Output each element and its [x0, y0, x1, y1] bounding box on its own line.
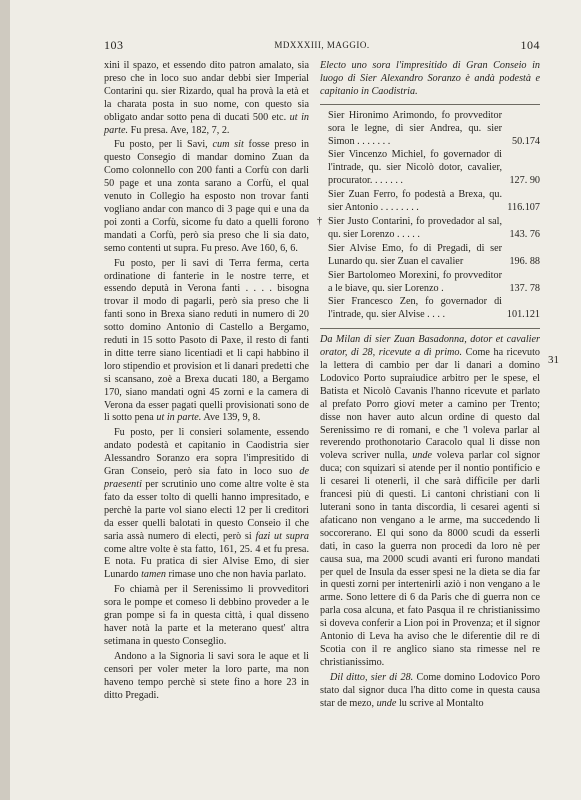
running-title: MDXXXIII, MAGGIO. — [274, 40, 370, 50]
scrutinio-row: † Sier Justo Contarini, fo provedador al sal, qu. sier Lorenzo . . . . . 143. 76 — [317, 215, 540, 240]
letter-heading: Da Milan di sier Zuan Basadonna, dotor et cavalier orator, di 28, ricevute a dì primo. — [320, 334, 540, 359]
paragraph: Fu posto, per li savi di Terra ferma, certa ordinatione di fanterie in le nostre terre, et essendo deputà in Verona fanti . . . . bisogna trovar il modo di pagarli, però sia preso che li fanti sono in Brexa siano reduti in numero di 20 sotto domino Antonio di Castello a Bergamo, reduti in 15 sotto Pasoto di Paxe, il resto di fanti in ditte terre siano licentiadi et li capi habbino il loro stipendio et provision et li danari predetti che si scansano, zoè a Brexa ducati 180, a Bergamo 170, siano mandati ogni 45 zorni e la camera di Verona da esser pagati quelli provisionati sono de li sotto pena ut in parte. Ave 139, 9, 8. — [104, 257, 309, 424]
vote-count: 143. 76 — [509, 228, 540, 240]
left-page-number: 103 — [104, 38, 124, 52]
left-column — [104, 60, 309, 704]
scrutinio-row: Sier Hironimo Arimondo, fo provveditor sora le legne, di sier Andrea, qu. sier Simon . . . . . . . 50.174 — [328, 109, 540, 147]
scrutinio-row: Sier Francesco Zen, fo governador di l'intrade, qu. sier Alvise . . . . 101.121 — [328, 296, 540, 321]
scrutinio-list — [317, 109, 540, 323]
vote-count: 50.174 — [511, 135, 540, 147]
running-header — [104, 38, 540, 54]
vote-count: 196. 88 — [509, 255, 540, 267]
margin-note-number: 31 — [548, 354, 559, 366]
paragraph: Andono a la Signoria li savi sora le aque et li censori per voler meter la loro parte, ma non haveno tempo perchè si stete fino a hore 23 in ditto Pregadi. — [104, 650, 309, 701]
paragraph: Fu posto, per li Savi, cum sit fosse preso in questo Consegio di mandar domino Zuan da Como colonnello con 200 fanti a Corfù con darli 50 page et una zonta sarano a Corfù, el qual venuto in Collegio ha esposto non trovar fanti vogliano andar con manco di 3 page qui e una da poi zonti a Corfù, sicome fu dato a quelli forono mandati a Corfù, però sia preso che li sia dato, semo contenti ut supra. Fu preso. Ave 160, 6, 6. — [104, 139, 309, 254]
letter-heading: Dil ditto, sier di 28. — [330, 671, 414, 683]
letter-paragraph: Dil ditto, sier di 28. Come domino Lodovico Poro stato dal signor duca l'ha ditto come in questa causa star de mezo, unde lu scrive al Montalto — [320, 671, 540, 709]
scrutinio-row: Sier Zuan Ferro, fo podestà a Brexa, qu. sier Antonio . . . . . . . . 116.107 — [328, 189, 540, 214]
vote-count: 101.121 — [506, 309, 540, 321]
paragraph: Fu posto, per li consieri solamente, essendo andato podestà et capitanio in Caodistria sier Alessandro Soranzo era sopra l'impresitido di Gran Conseio, però sia fato in loco suo de praesenti per scrutinio uno come altre volte è sta fato da esser tolto di quelli hanno impresitado, e perchè la parte vol siano electi 12 per li creditori da esser quelli balotati in questo Conseio il che saria assà numero di electi, però si fazi ut supra come altre volte è sta fatto, 161, 25. 4 et fu presa. E nota. Fu pratica di sier Alvise Emo, di sier Lunardo tamen rimase uno che non havia parlato. — [104, 427, 310, 581]
right-page-number: 104 — [520, 38, 540, 52]
letter-paragraph: Da Milan di sier Zuan Basadonna, dotor et cavalier orator, di 28, ricevute a dì primo. Come ha ricevuto la lettera di cambio per dar li danari a domino Lodovico Porto supraiudice arbitro per le spese, el Batista et Nicolò Cavanis l'hanno ricevute et parlato al prefato Porro gioví meter a camino per Trento; disse non haver auto alcun ordine di questo dal Serenissimo re di romani, e che 'l voleva parlar al reverendo prothonotario Caracolo qual li disse non voleva scriver nulla, unde voleva parlar col signor duca; con squizari si atende per il nontio pontificio e li cesarei li otenerli, il che sarà difficile per darli francesi più di questi. Li cantoni christiani con li luterani sono in tanta discordia, li cesarei agenti si afaticano non vengano a le arme, ma succedendo li soccorerano. El qui sono da 8000 scudi da esserli dati, in caso la guerra non procedi da loro nè per causa sua, ma 2000 scudi avanti eri furono mandati per quel de Insula da esser spesi ne la dieta se dia far in questi zorni per intertenirli aziò i non vengano a le arme. Sono lettere di 6 da Paris che di guerra non ce parla cosa alcuna, et fato Pasqua il re christianissimo si doveva conferir a Lion poi in Provenza; et il signor Antonio di Leva ha aviso che le diferentie dil re di Scotia con il re anglico siano sta rimesse nel re christianissimo. — [320, 334, 541, 668]
scrutinio-row: Sier Vincenzo Michiel, fo governador di l'intrade, qu. sier Nicolò dotor, cavalier, procurator. . . . . . . 127. 90 — [328, 149, 540, 187]
elected-mark: † — [317, 215, 323, 227]
election-heading: Electo uno sora l'impresitido di Gran Conseio in luogo di Sier Alexandro Soranzo è andà podestà e capitanio in Caodistria. — [320, 60, 540, 97]
divider — [320, 328, 540, 329]
scrutinio-row: Sier Bartolomeo Morexini, fo provveditor a le biave, qu. sier Lorenzo . 137. 78 — [328, 269, 540, 294]
paragraph: Fo chiamà per il Serenissimo li provveditori sora le pompe et comeso li debbino proveder a le gran pompe si fa in questa città, i qual disseno haver notà la parte et la meterano quest' altra setimana in questo Conseglio. — [104, 584, 309, 647]
vote-count: 137. 78 — [509, 282, 540, 294]
paragraph: xini il spazo, et essendo dito patron amalato, sia preso che in loco suo andar debbi sier Imperial Contarini qu. sier Rizardo, qual ha provà la età et la charata posta in suo nome, con questo sia obligato andar sotto pena di ducati 500 etc. ut in parte. Fu presa. Ave, 182, 7, 2. — [104, 60, 309, 136]
scrutinio-row: Sier Alvise Emo, fo di Pregadi, di ser Lunardo qu. sier Zuan el cavalier 196. 88 — [328, 242, 540, 267]
right-column — [317, 60, 541, 713]
vote-count: 116.107 — [507, 202, 540, 214]
vote-count: 127. 90 — [509, 175, 540, 187]
scan-edge — [0, 0, 10, 800]
divider — [320, 104, 540, 105]
